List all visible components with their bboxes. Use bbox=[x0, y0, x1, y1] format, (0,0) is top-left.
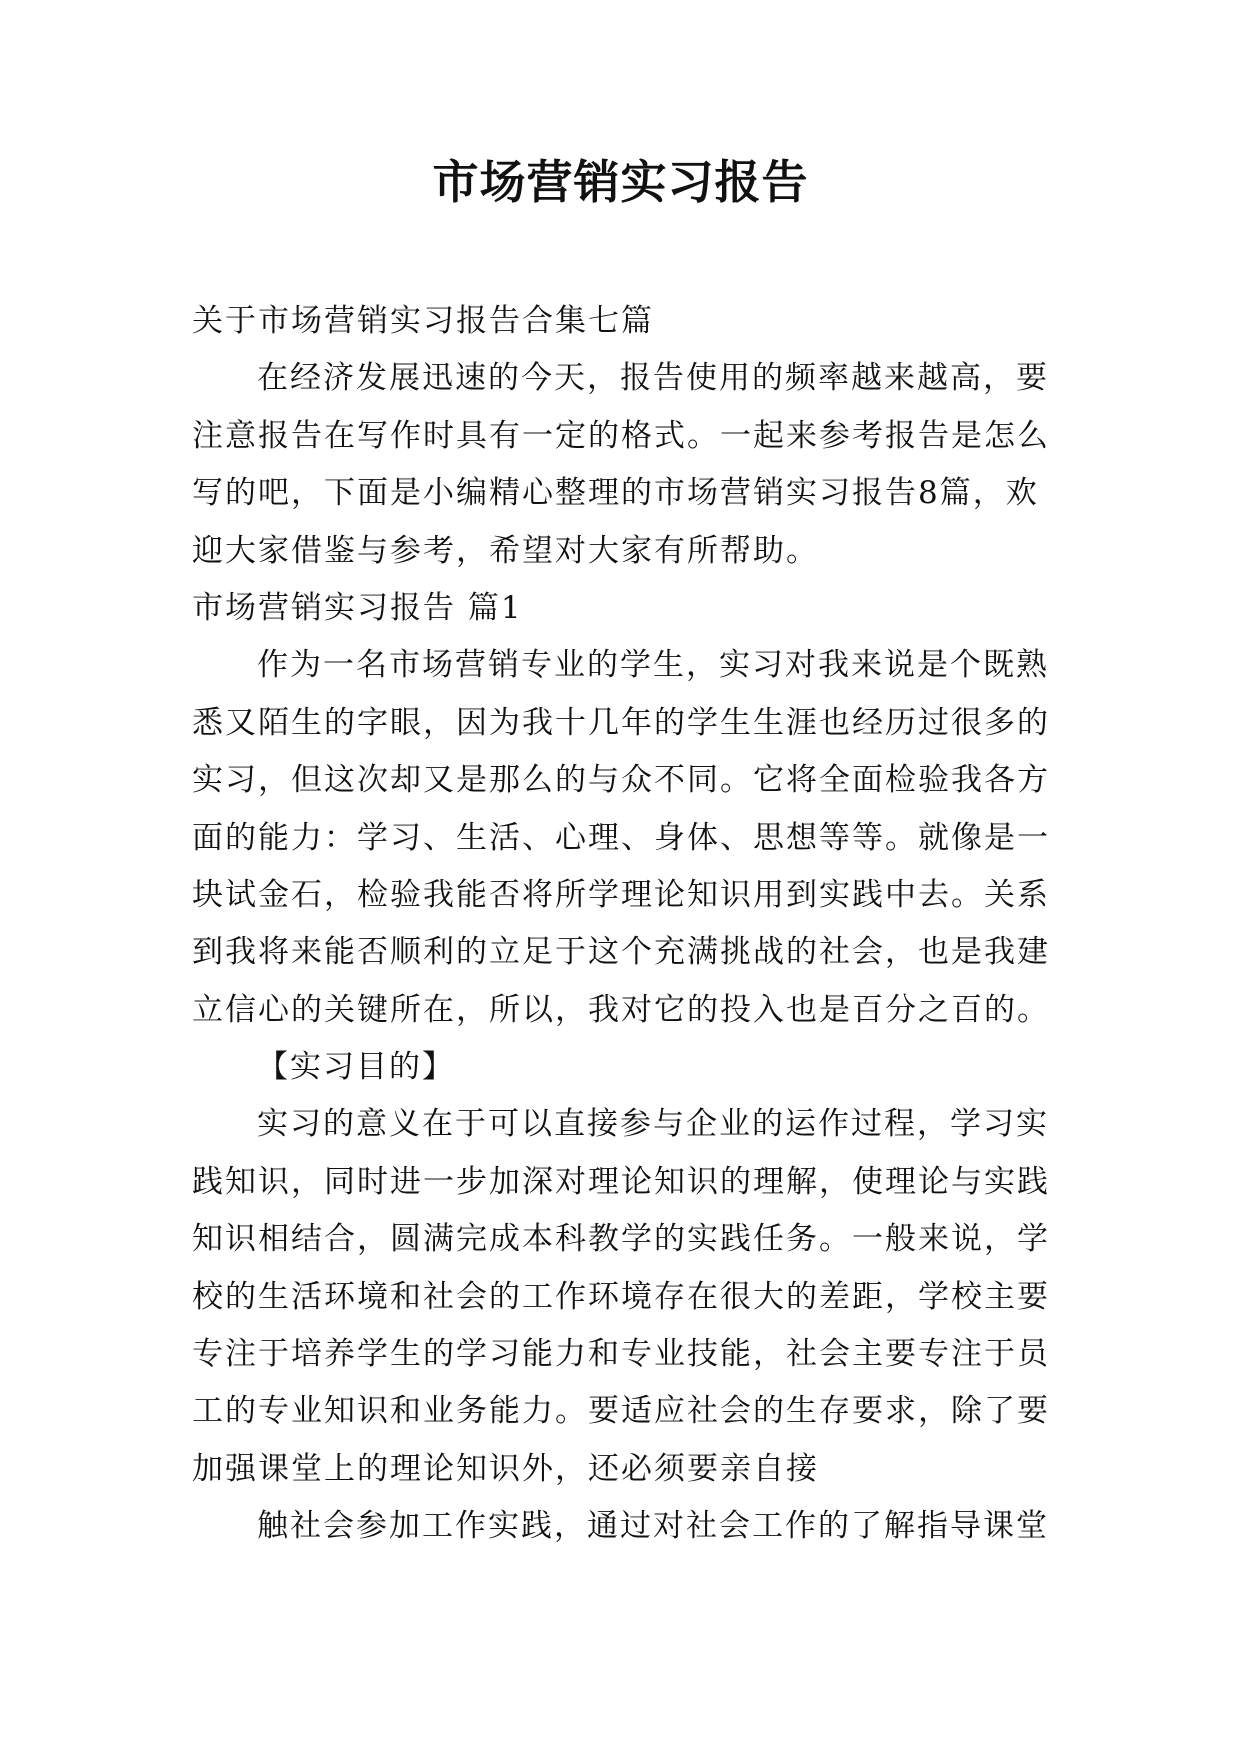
text-line: 校的生活环境和社会的工作环境存在很大的差距，学校主要 bbox=[192, 1278, 1050, 1315]
text-line: 加强课堂上的理论知识外，还必须要亲自接 bbox=[192, 1450, 819, 1487]
text-line: 迎大家借鉴与参考，希望对大家有所帮助。 bbox=[192, 532, 819, 569]
text-line: 块试金石，检验我能否将所学理论知识用到实践中去。关系 bbox=[192, 876, 1050, 913]
text-line: 立信心的关键所在，所以，我对它的投入也是百分之百的。 bbox=[192, 991, 1050, 1028]
text-line: 悉又陌生的字眼，因为我十几年的学生生涯也经历过很多的 bbox=[192, 704, 1050, 741]
text-line: 作为一名市场营销专业的学生，实习对我来说是个既熟 bbox=[257, 647, 1049, 684]
text-line: 触社会参加工作实践，通过对社会工作的了解指导课堂 bbox=[257, 1508, 1049, 1545]
text-line: 面的能力：学习、生活、心理、身体、思想等等。就像是一 bbox=[192, 819, 1050, 856]
text-line: 到我将来能否顺利的立足于这个充满挑战的社会，也是我建 bbox=[192, 934, 1050, 971]
text-line: 实习的意义在于可以直接参与企业的运作过程，学习实 bbox=[257, 1106, 1049, 1143]
document-body bbox=[192, 293, 1072, 1556]
text-line: 工的专业知识和业务能力。要适应社会的生存要求，除了要 bbox=[192, 1393, 1050, 1430]
text-line: 市场营销实习报告 篇1 bbox=[192, 589, 523, 626]
text-line: 在经济发展迅速的今天，报告使用的频率越来越高，要 bbox=[257, 360, 1049, 397]
text-line: 实习，但这次却又是那么的与众不同。它将全面检验我各方 bbox=[192, 762, 1050, 799]
text-line: 【实习目的】 bbox=[257, 1049, 455, 1086]
document-title: 市场营销实习报告 bbox=[432, 155, 809, 209]
text-line: 践知识，同时进一步加深对理论知识的理解，使理论与实践 bbox=[192, 1163, 1050, 1200]
text-line: 写的吧，下面是小编精心整理的市场营销实习报告8篇，欢 bbox=[192, 475, 1039, 512]
text-line: 知识相结合，圆满完成本科教学的实践任务。一般来说，学 bbox=[192, 1221, 1050, 1258]
text-line: 关于市场营销实习报告合集七篇 bbox=[192, 303, 654, 339]
text-line: 专注于培养学生的学习能力和专业技能，社会主要专注于员 bbox=[192, 1336, 1050, 1373]
text-line: 注意报告在写作时具有一定的格式。一起来参考报告是怎么 bbox=[192, 417, 1050, 454]
